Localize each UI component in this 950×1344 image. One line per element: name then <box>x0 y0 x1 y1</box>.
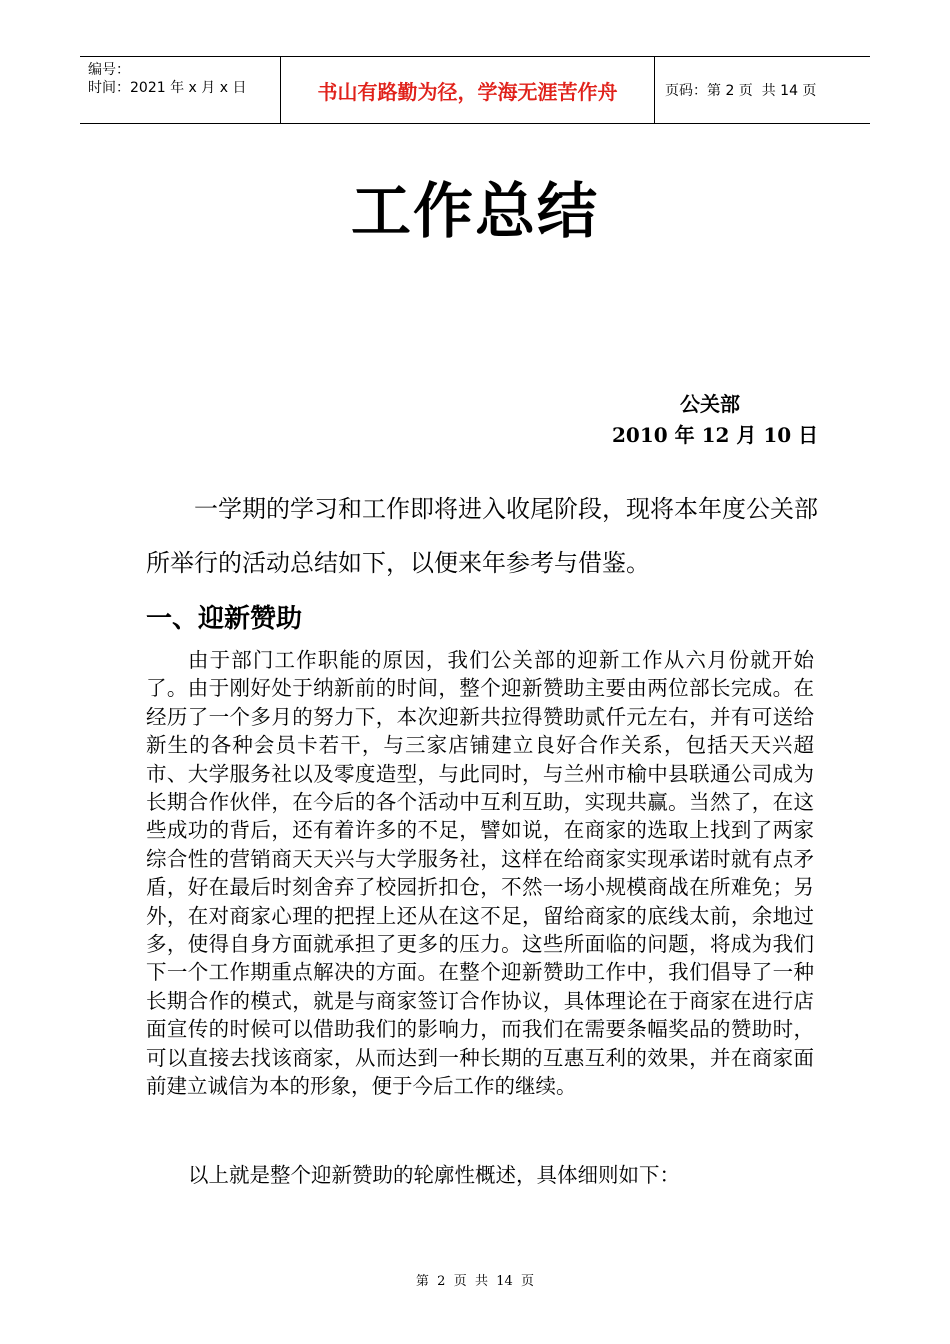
page-footer: 第 2 页 共 14 页 <box>415 1274 535 1289</box>
document-date: 2010 年 12 月 10 日 <box>612 423 819 447</box>
header-page-info: 页码：第 2 页 共 14 页 <box>665 83 817 99</box>
department-name: 公关部 <box>680 392 740 416</box>
intro-text: 一学期的学习和工作即将进入收尾阶段，现将本年度公关部所举行的活动总结如下，以便来年参考与借鉴。 <box>146 495 818 577</box>
header-motto: 书山有路勤为径，学海无涯苦作舟 <box>281 57 655 123</box>
section-heading: 一、迎新赞助 <box>146 604 303 634</box>
header-table <box>80 56 870 124</box>
code-label: 编号： <box>88 62 130 78</box>
intro-paragraph <box>146 482 826 590</box>
header-meta <box>80 57 281 123</box>
time-label: 时间：2021 年 x 月 x 日 <box>88 80 247 96</box>
document-title: 工作总结 <box>351 177 599 247</box>
section-paragraph: 由于部门工作职能的原因，我们公关部的迎新工作从六月份就开始了。由于刚好处于纳新前的时间，整个迎新赞助主要由两位部长完成。在经历了一个多月的努力下，本次迎新共拉得赞助贰仟元左右，并有可送给新生的各种会员卡若干，与三家店铺建立良好合作关系，包括天天兴超市、大学服务社以及零度造型，与此同时，与兰州市榆中县联通公司成为长期合作伙伴，在今后的各个活动中互利互助，实现共赢。当然了，在这些成功的背后，还有着许多的不足，譬如说，在商家的选取上找到了两家综合性的营销商天天兴与大学服务社，这样在给商家实现承诺时就有点矛盾，好在最后时刻舍弃了校园折扣仓，不然一场小规模商战在所难免；另外，在对商家心理的把捏上还从在这不足，留给商家的底线太前，余地过多，使得自身方面就承担了更多的压力。这些所面临的问题，将成为我们下一个工作期重点解决的方面。在整个迎新赞助工作中，我们倡导了一种长期合作的模式，就是与商家签订合作协议，具体理论在于商家在进行店面宣传的时候可以借助我们的影响力，而我们在需要条幅奖品的赞助时，可以直接去找该商家，从而达到一种长期的互惠互利的效果，并在商家面前建立诚信为本的形象，便于今后工作的继续。 <box>146 648 814 1099</box>
section-summary: 以上就是整个迎新赞助的轮廓性概述，具体细则如下： <box>188 1163 680 1187</box>
